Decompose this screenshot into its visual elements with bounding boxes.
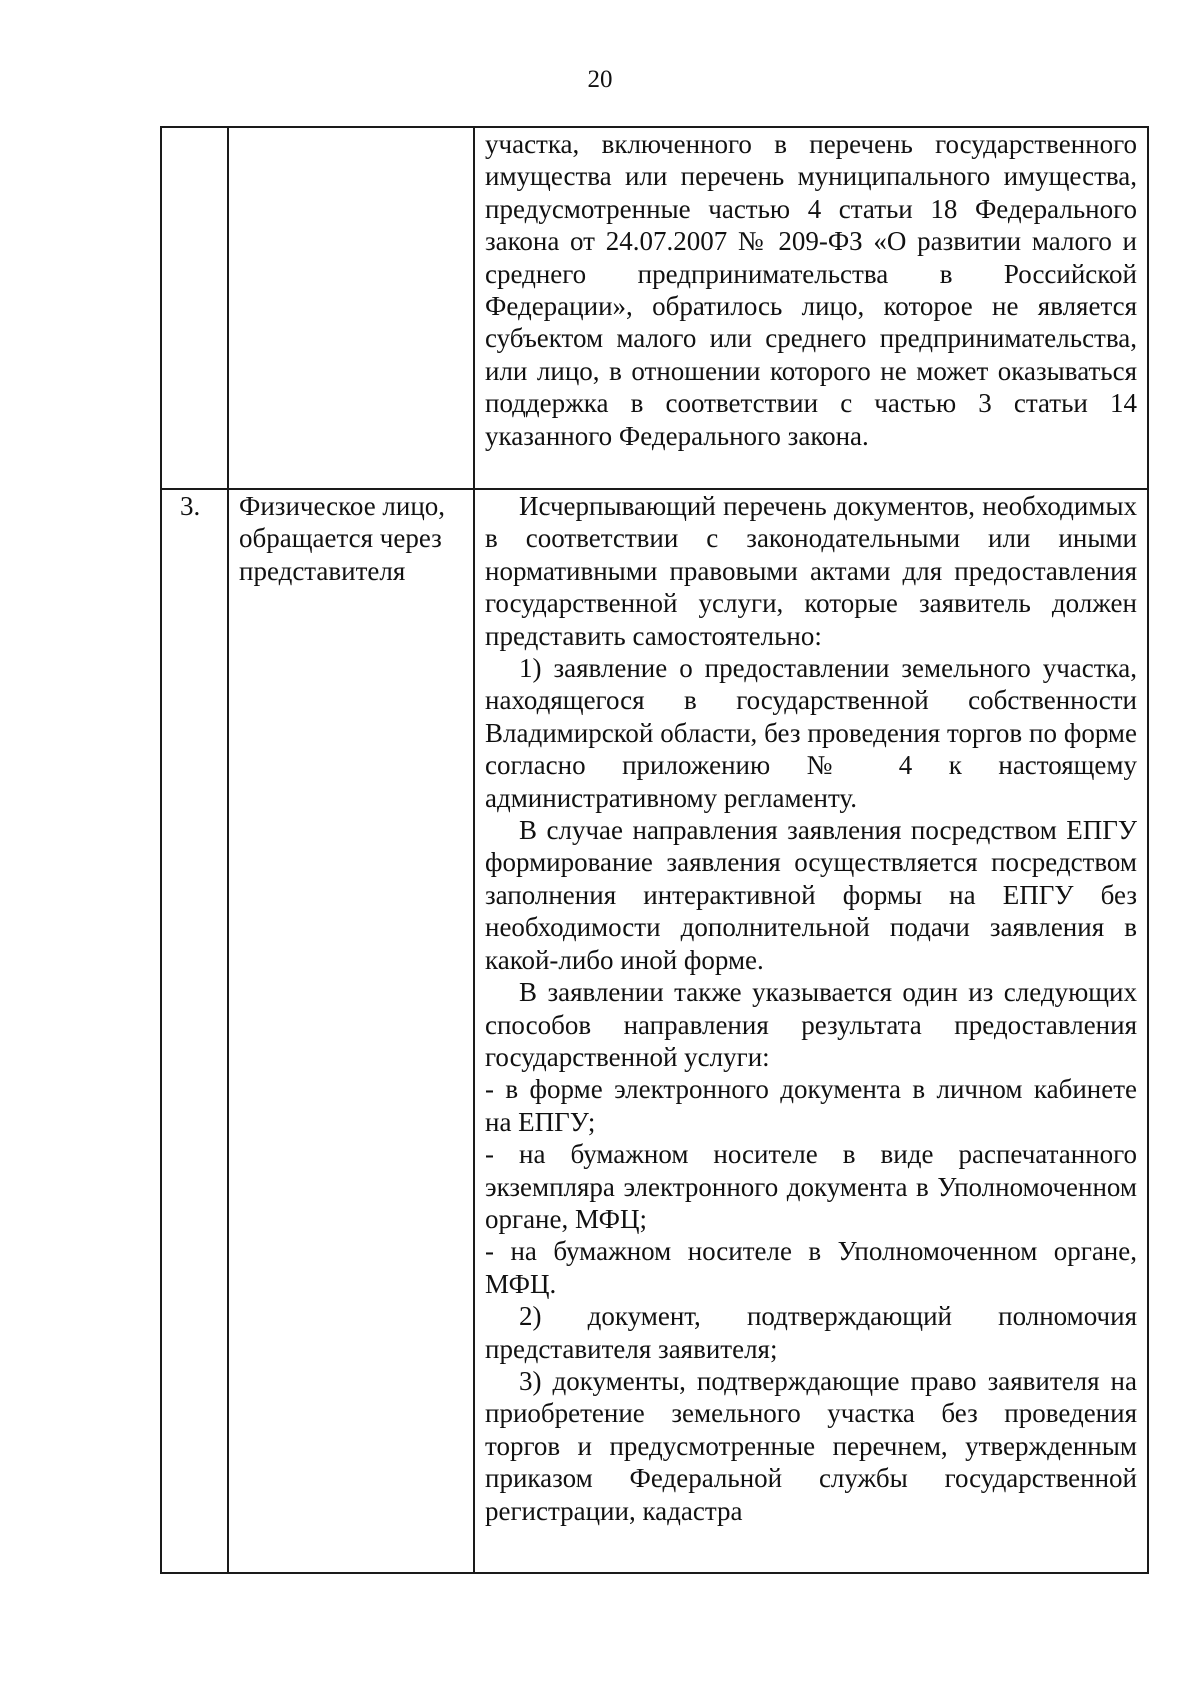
table-row bbox=[161, 127, 1148, 489]
paragraph: В заявлении также указывается один из следующих способов направления результата предоставления государственной услуги: bbox=[485, 977, 1137, 1072]
paragraph: Исчерпывающий перечень документов, необходимых в соответствии с законодательными или иными нормативными правовыми актами для предоставления государственной услуги, которые заявитель должен представить самостоятельно: bbox=[485, 491, 1137, 651]
paragraph: 2) документ, подтверждающий полномочия представителя заявителя; bbox=[485, 1301, 1137, 1364]
applicant-cell bbox=[228, 127, 474, 489]
row-number-cell bbox=[161, 127, 228, 489]
documents-cell bbox=[474, 127, 1148, 489]
row-number: 3. bbox=[180, 491, 201, 521]
applicant-category: Физическое лицо, обращается через представителя bbox=[239, 491, 446, 586]
paragraph: 1) заявление о предоставлении земельного участка, находящегося в государственной собственности Владимирской области, без проведения торгов по форме согласно приложению № 4 к настоящему административному регламенту. bbox=[485, 653, 1137, 813]
list-item: - на бумажном носителе в Уполномоченном органе, МФЦ. bbox=[485, 1236, 1137, 1299]
table-row bbox=[161, 489, 1148, 1573]
documents-cell bbox=[474, 489, 1148, 1573]
list-item: - на бумажном носителе в виде распечатанного экземпляра электронного документа в Уполномоченном органе, МФЦ; bbox=[485, 1139, 1137, 1234]
row-number-cell bbox=[161, 489, 228, 1573]
paragraph: 3) документы, подтверждающие право заявителя на приобретение земельного участка без проведения торгов и предусмотренные перечнем, утвержденным приказом Федеральной службы государственной регистрации, кадастра bbox=[485, 1365, 1137, 1526]
page-number: 20 bbox=[587, 66, 613, 93]
paragraph: В случае направления заявления посредством ЕПГУ формирование заявления осуществляется посредством заполнения интерактивной формы на ЕПГУ без необходимости дополнительной подачи заявления в какой-либо иной форме. bbox=[485, 815, 1137, 975]
document-table bbox=[160, 126, 1149, 1574]
paragraph: участка, включенного в перечень государственного имущества или перечень муниципального имущества, предусмотренные частью 4 статьи 18 Федерального закона от 24.07.2007 № 209-ФЗ «О развитии малого и среднего предпринимательства в Российской Федерации», обратилось лицо, которое не является субъектом малого или среднего предпринимательства, или лицо, в отношении которого не может оказываться поддержка в соответствии с частью 3 статьи 14 указанного Федерального закона. bbox=[485, 129, 1137, 451]
applicant-cell bbox=[228, 489, 474, 1573]
list-item: - в форме электронного документа в личном кабинете на ЕПГУ; bbox=[485, 1074, 1137, 1137]
